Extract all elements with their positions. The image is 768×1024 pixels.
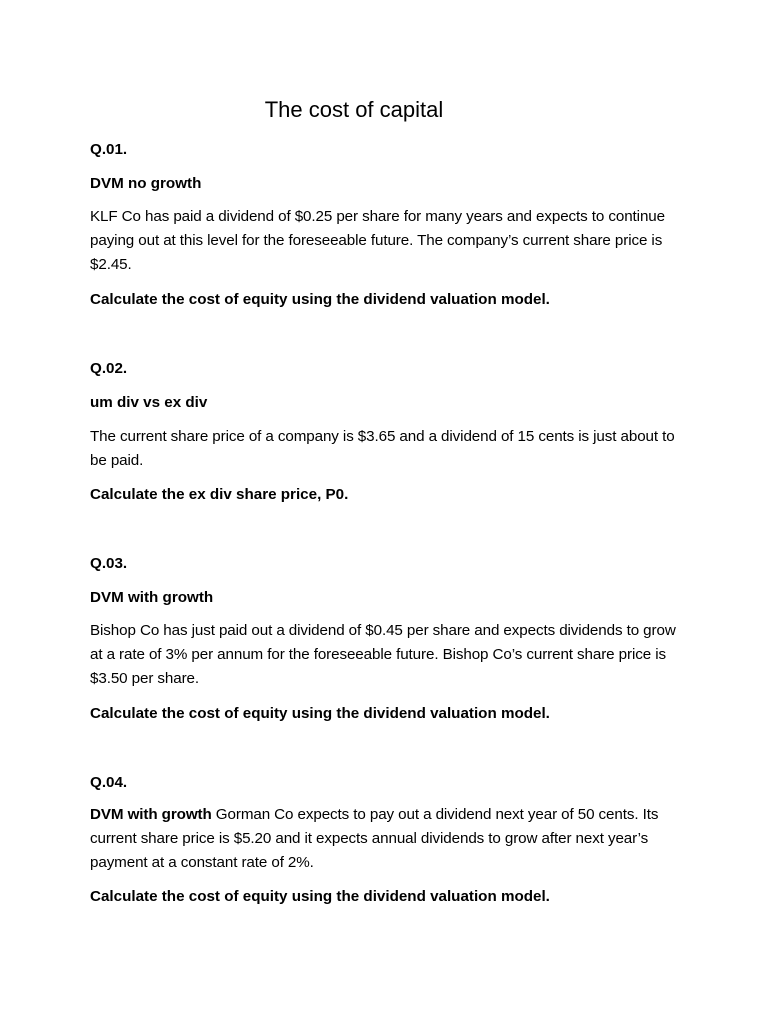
question-number: Q.03.	[90, 555, 128, 572]
question-heading: DVM no growth	[90, 175, 202, 192]
question-number: Q.02.	[90, 360, 128, 377]
question-heading-inline: DVM with growth	[90, 806, 212, 823]
question-number: Q.01.	[90, 141, 128, 158]
question-task: Calculate the cost of equity using the dividend valuation model.	[90, 705, 550, 722]
question-body-with-heading	[90, 803, 690, 875]
question-body: The current share price of a company is $3.65 and a dividend of 15 cents is just about to be paid.	[90, 428, 675, 469]
question-heading: um div vs ex div	[90, 394, 208, 411]
page-title: The cost of capital	[264, 97, 444, 122]
question-body: Bishop Co has just paid out a dividend of $0.45 per share and expects dividends to grow at a rate of 3% per annum for the foreseeable future. Bishop Co’s current share price is $3.50 per share.	[90, 622, 676, 687]
question-number: Q.04.	[90, 774, 128, 791]
question-task: Calculate the cost of equity using the dividend valuation model.	[90, 888, 550, 905]
question-task: Calculate the cost of equity using the dividend valuation model.	[90, 291, 550, 308]
question-body: Gorman Co expects to pay out a dividend next year of 50 cents. Its current share price is $5.20 and it expects annual dividends to grow after next year’s payment at a constant rate of 2%.	[90, 806, 659, 871]
question-task: Calculate the ex div share price, P0.	[90, 486, 349, 503]
question-heading: DVM with growth	[90, 589, 214, 606]
question-body: KLF Co has paid a dividend of $0.25 per share for many years and expects to continue paying out at this level for the foreseeable future. The company’s current share price is $2.45.	[90, 208, 665, 273]
